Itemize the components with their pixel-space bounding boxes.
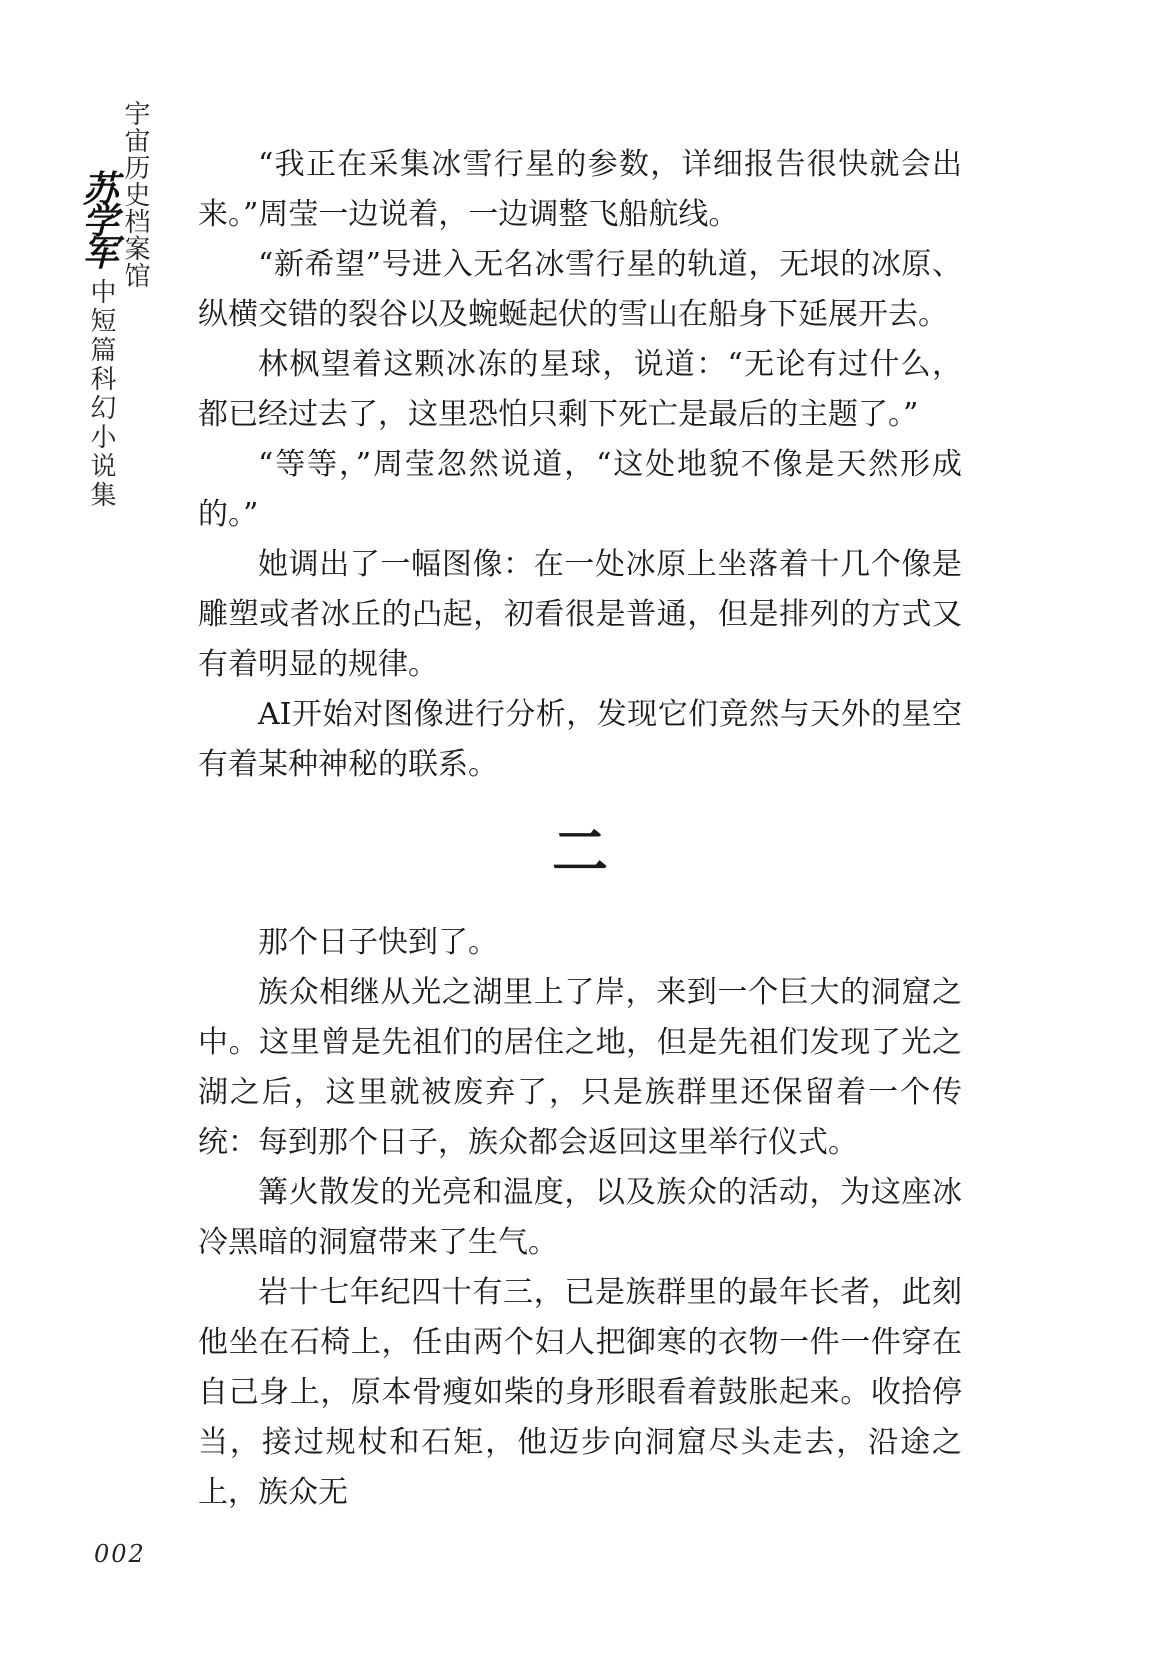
paragraph: AI开始对图像进行分析，发现它们竟然与天外的星空有着某种神秘的联系。 <box>198 697 962 782</box>
paragraph: 她调出了一幅图像：在一处冰原上坐落着十几个像是雕塑或者冰丘的凸起，初看很是普通，但是排列的方式又有着明显的规律。 <box>198 547 962 682</box>
paragraph: 篝火散发的光亮和温度，以及族众的活动，为这座冰冷黑暗的洞窟带来了生气。 <box>198 1175 962 1260</box>
series-title: 宇宙历史档案馆 <box>120 100 150 289</box>
book-title: 中短篇科幻小说集 <box>86 278 116 510</box>
section-one <box>198 140 962 790</box>
running-header <box>78 100 156 540</box>
paragraph: 那个日子快到了。 <box>258 925 498 960</box>
paragraph: “我正在采集冰雪行星的参数，详细报告很快就会出来。”周莹一边说着，一边调整飞船航线。 <box>198 147 962 232</box>
page-number: 002 <box>94 1540 146 1568</box>
chapter-heading: 二 <box>552 819 608 885</box>
paragraph: “等等，”周莹忽然说道，“这处地貌不像是天然形成的。” <box>198 447 962 532</box>
author-calligraphy: 苏学军 <box>77 170 119 266</box>
section-two <box>198 918 962 1518</box>
paragraph: 族众相继从光之湖里上了岸，来到一个巨大的洞窟之中。这里曾是先祖们的居住之地，但是先祖们发现了光之湖之后，这里就被废弃了，只是族群里还保留着一个传统：每到那个日子，族众都会返回这里举行仪式。 <box>198 975 962 1160</box>
paragraph: 林枫望着这颗冰冻的星球，说道：“无论有过什么，都已经过去了，这里恐怕只剩下死亡是最后的主题了。” <box>198 347 962 432</box>
paragraph: 岩十七年纪四十有三，已是族群里的最年长者，此刻他坐在石椅上，任由两个妇人把御寒的衣物一件一件穿在自己身上，原本骨瘦如柴的身形眼看着鼓胀起来。收拾停当，接过规杖和石矩，他迈步向洞窟尽头走去，沿途之上，族众无 <box>198 1275 962 1510</box>
paragraph: “新希望”号进入无名冰雪行星的轨道，无垠的冰原、纵横交错的裂谷以及蜿蜒起伏的雪山在船身下延展开去。 <box>198 247 962 332</box>
